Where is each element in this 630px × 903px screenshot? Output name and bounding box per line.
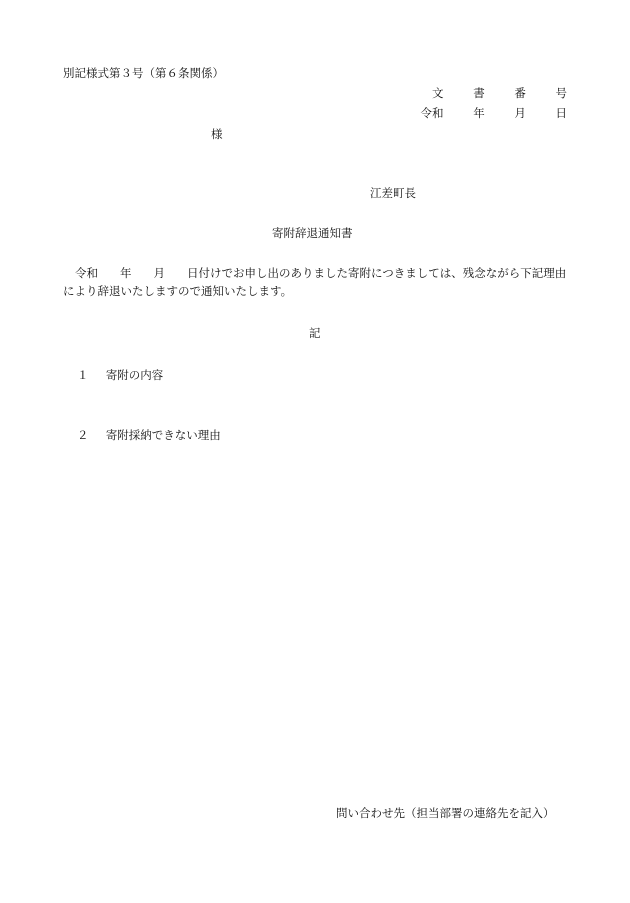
date-era: 令和 [420, 106, 444, 120]
item-label: 寄附の内容 [105, 368, 164, 382]
doc-number-char: 号 [555, 86, 567, 100]
doc-number-char: 書 [473, 86, 485, 100]
document-title: 寄附辞退通知書 [272, 226, 353, 240]
list-item [77, 426, 221, 444]
body-text: 日付けでお申し出のありました寄附につきましては、残念ながら下記理由により辞退いたしますので通知いたします。 [63, 266, 567, 299]
body-date-month: 月 [153, 266, 165, 280]
document-number [432, 84, 567, 102]
date-month-unit: 月 [514, 106, 526, 120]
item-number: １ [77, 368, 89, 382]
doc-number-char: 番 [514, 86, 526, 100]
sender-name: 江差町長 [370, 186, 416, 200]
issue-date [421, 104, 567, 122]
item-label: 寄附採納できない理由 [105, 428, 221, 442]
recipient-honorific: 様 [211, 127, 223, 141]
form-label: 別記様式第３号（第６条関係） [63, 66, 224, 80]
body-date-era: 令和 [75, 266, 98, 280]
body-date-year: 年 [120, 266, 132, 280]
list-item [77, 366, 163, 384]
date-day-unit: 日 [555, 106, 567, 120]
doc-number-char: 文 [432, 86, 444, 100]
ki-heading: 記 [309, 326, 321, 340]
contact-footer: 問い合わせ先（担当部署の連絡先を記入） [336, 806, 555, 820]
date-year-unit: 年 [473, 106, 485, 120]
body-paragraph [63, 264, 569, 301]
item-number: ２ [77, 428, 89, 442]
